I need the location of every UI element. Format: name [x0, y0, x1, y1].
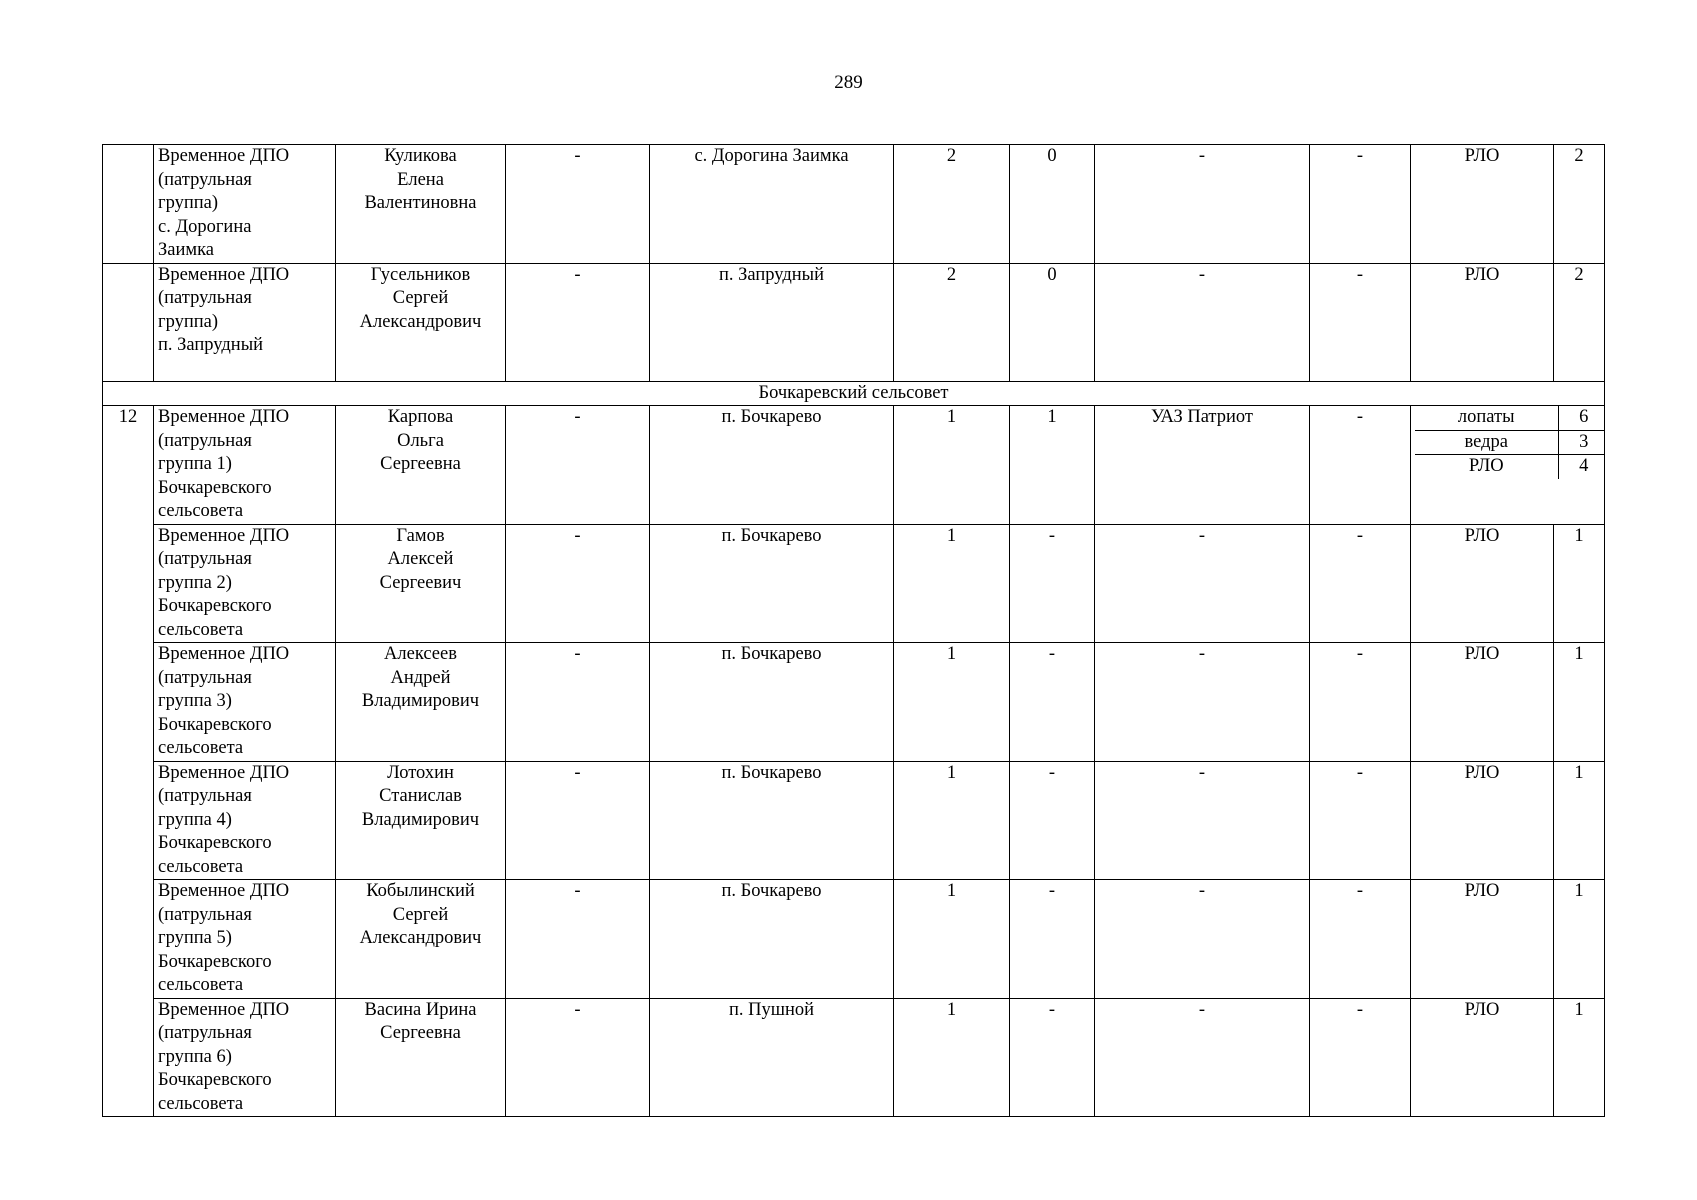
equipment-qty-cell: 1	[1554, 880, 1605, 999]
unit-name-cell-line: группа 4)	[158, 809, 232, 830]
equipment-qty-cell: 1	[1554, 643, 1605, 762]
unit-name-cell-line: группа 2)	[158, 572, 232, 593]
unit-name-cell-line: Временное ДПО	[158, 407, 290, 427]
equipment-qty-cell: 1	[1554, 761, 1605, 880]
head-name-cell-line: Андрей	[390, 667, 451, 688]
section-title: Бочкаревский сельсовет	[103, 381, 1605, 406]
unit-name-cell-line: сельсовета	[158, 738, 244, 758]
table-row	[103, 880, 1605, 999]
vehicle-model-cell: -	[1095, 145, 1310, 264]
other-cell: -	[1310, 406, 1411, 525]
unit-name-cell-line: группа)	[158, 193, 219, 213]
people-count-cell: 2	[894, 263, 1010, 381]
equipment-name-cell: РЛО	[1411, 998, 1554, 1117]
equipment-name-cell: РЛО	[1411, 524, 1554, 643]
unit-name-cell-line: с. Дорогина	[158, 216, 252, 237]
equipment-subtable	[1415, 406, 1605, 479]
equipment-name: РЛО	[1415, 455, 1558, 479]
head-name-cell	[336, 761, 506, 880]
equipment-name-cell: РЛО	[1411, 145, 1554, 264]
vehicle-count-cell: -	[1010, 880, 1095, 999]
unit-name-cell-line: Бочкаревского	[158, 1070, 272, 1090]
people-count-cell: 1	[894, 643, 1010, 762]
table-row	[103, 998, 1605, 1117]
head-name-cell-line: Кобылинский	[366, 881, 475, 901]
unit-name-cell	[154, 643, 336, 762]
unit-name-cell	[154, 263, 336, 381]
unit-name-cell-line: Бочкаревского	[158, 477, 272, 498]
unit-name-cell-line: сельсовета	[158, 856, 244, 877]
row-number-cell	[103, 263, 154, 381]
head-name-cell-line: Ольга	[397, 430, 444, 451]
head-name-cell	[336, 998, 506, 1117]
table-row	[103, 406, 1605, 525]
vehicle-count-cell: 0	[1010, 263, 1095, 381]
equipment-row	[1415, 430, 1605, 455]
table-row	[103, 643, 1605, 762]
unit-name-cell-line: п. Запрудный	[158, 335, 264, 355]
location-cell: п. Бочкарево	[650, 524, 894, 643]
phone-cell: -	[506, 524, 650, 643]
phone-cell: -	[506, 406, 650, 525]
equipment-qty-cell: 2	[1554, 263, 1605, 381]
head-name-cell	[336, 145, 506, 264]
equipment-name-cell: РЛО	[1411, 263, 1554, 381]
phone-cell: -	[506, 263, 650, 381]
head-name-cell-line: Владимирович	[361, 691, 480, 711]
row-number-cell: 12	[103, 406, 154, 1117]
page-number: 289	[834, 72, 863, 93]
unit-name-cell	[154, 880, 336, 999]
other-cell: -	[1310, 761, 1411, 880]
unit-name-cell-line: (патрульная	[158, 549, 252, 569]
unit-name-cell-line: группа 1)	[158, 454, 232, 474]
unit-name-cell-line: (патрульная	[158, 1023, 252, 1043]
unit-name-cell-line: группа 3)	[158, 691, 232, 711]
head-name-cell-line: Сергеевич	[379, 572, 462, 593]
unit-name-cell-line: сельсовета	[158, 619, 244, 640]
head-name-cell-line: Александрович	[359, 928, 482, 948]
head-name-cell-line: Сергей	[392, 904, 449, 925]
phone-cell: -	[506, 145, 650, 264]
phone-cell: -	[506, 880, 650, 999]
section-header-row	[103, 381, 1605, 406]
head-name-cell	[336, 263, 506, 381]
location-cell: п. Бочкарево	[650, 880, 894, 999]
head-name-cell-line: Алексей	[387, 549, 454, 569]
vehicle-model-cell: -	[1095, 263, 1310, 381]
unit-name-cell-line: Временное ДПО	[158, 146, 290, 166]
vehicle-model-cell: -	[1095, 998, 1310, 1117]
unit-name-cell-line: Бочкаревского	[158, 714, 272, 735]
table-row	[103, 263, 1605, 381]
unit-name-cell-line: группа 5)	[158, 928, 232, 948]
head-name-cell-line: Васина Ирина	[364, 999, 477, 1020]
head-name-cell-line: Гамов	[396, 525, 445, 546]
people-count-cell: 1	[894, 880, 1010, 999]
unit-name-cell-line: сельсовета	[158, 975, 244, 995]
location-cell: п. Запрудный	[650, 263, 894, 381]
unit-name-cell-line: (патрульная	[158, 288, 252, 308]
other-cell: -	[1310, 263, 1411, 381]
location-cell: с. Дорогина Заимка	[650, 145, 894, 264]
location-cell: п. Бочкарево	[650, 761, 894, 880]
location-cell: п. Пушной	[650, 998, 894, 1117]
unit-name-cell-line: (патрульная	[158, 169, 252, 190]
head-name-cell	[336, 524, 506, 643]
head-name-cell-line: Валентиновна	[364, 193, 477, 213]
phone-cell: -	[506, 643, 650, 762]
head-name-cell-line: Куликова	[384, 146, 457, 166]
equipment-qty-cell: 1	[1554, 524, 1605, 643]
head-name-cell-line: Владимирович	[361, 809, 480, 830]
equipment-name: лопаты	[1457, 407, 1515, 427]
table-row	[103, 524, 1605, 643]
people-count-cell: 1	[894, 524, 1010, 643]
head-name-cell-line: Сергеевна	[380, 1023, 461, 1043]
head-name-cell-line: Сергей	[392, 288, 449, 308]
unit-name-cell-line: Временное ДПО	[158, 881, 290, 901]
unit-name-cell-line: (патрульная	[158, 786, 252, 806]
unit-name-cell-line: Бочкаревского	[158, 951, 272, 972]
vehicle-model-cell: -	[1095, 643, 1310, 762]
equipment-cell	[1411, 406, 1605, 525]
unit-name-cell-line: (патрульная	[158, 430, 252, 451]
vehicle-count-cell: -	[1010, 998, 1095, 1117]
head-name-cell-line: Александрович	[359, 311, 482, 332]
head-name-cell	[336, 406, 506, 525]
equipment-qty: 6	[1558, 406, 1605, 430]
head-name-cell-line: Сергеевна	[380, 454, 461, 474]
vehicle-model-cell: -	[1095, 880, 1310, 999]
equipment-qty: 4	[1558, 455, 1605, 479]
table-row	[103, 145, 1605, 264]
head-name-cell-line: Гусельников	[370, 264, 471, 285]
unit-name-cell	[154, 524, 336, 643]
vehicle-count-cell: -	[1010, 524, 1095, 643]
unit-name-cell-line: Временное ДПО	[158, 999, 290, 1020]
equipment-name-cell: РЛО	[1411, 880, 1554, 999]
equipment-qty: 3	[1558, 430, 1605, 455]
phone-cell: -	[506, 761, 650, 880]
other-cell: -	[1310, 998, 1411, 1117]
other-cell: -	[1310, 880, 1411, 999]
head-name-cell-line: Карпова	[387, 407, 454, 427]
vehicle-count-cell: 1	[1010, 406, 1095, 525]
unit-name-cell-line: Временное ДПО	[158, 525, 290, 546]
unit-name-cell-line: Временное ДПО	[158, 644, 290, 664]
head-name-cell	[336, 880, 506, 999]
row-number-cell	[103, 145, 154, 264]
unit-name-cell	[154, 761, 336, 880]
people-count-cell: 1	[894, 406, 1010, 525]
head-name-cell-line: Елена	[397, 169, 444, 190]
people-count-cell: 1	[894, 998, 1010, 1117]
equipment-row	[1415, 406, 1605, 430]
unit-name-cell-line: (патрульная	[158, 667, 252, 688]
vehicle-count-cell: -	[1010, 761, 1095, 880]
unit-name-cell-line: группа 6)	[158, 1046, 232, 1067]
vehicle-model-cell: -	[1095, 524, 1310, 643]
other-cell: -	[1310, 524, 1411, 643]
unit-name-cell-line: Временное ДПО	[158, 762, 290, 783]
unit-name-cell-line: сельсовета	[158, 1093, 244, 1114]
head-name-cell-line: Алексеев	[384, 644, 457, 664]
unit-name-cell-line: Бочкаревского	[158, 833, 272, 853]
head-name-cell-line: Станислав	[379, 786, 462, 806]
people-count-cell: 2	[894, 145, 1010, 264]
unit-name-cell-line: Заимка	[158, 240, 215, 260]
units-table	[102, 144, 1605, 1117]
location-cell: п. Бочкарево	[650, 643, 894, 762]
location-cell: п. Бочкарево	[650, 406, 894, 525]
other-cell: -	[1310, 145, 1411, 264]
phone-cell: -	[506, 998, 650, 1117]
equipment-qty-cell: 2	[1554, 145, 1605, 264]
unit-name-cell-line: группа)	[158, 311, 219, 332]
unit-name-cell-line: сельсовета	[158, 501, 244, 521]
vehicle-model-cell: УАЗ Патриот	[1095, 406, 1310, 525]
equipment-qty-cell: 1	[1554, 998, 1605, 1117]
unit-name-cell	[154, 998, 336, 1117]
vehicle-count-cell: -	[1010, 643, 1095, 762]
unit-name-cell	[154, 145, 336, 264]
equipment-row	[1415, 455, 1605, 479]
people-count-cell: 1	[894, 761, 1010, 880]
head-name-cell-line: Лотохин	[387, 762, 454, 783]
equipment-name-cell: РЛО	[1411, 643, 1554, 762]
vehicle-model-cell: -	[1095, 761, 1310, 880]
unit-name-cell	[154, 406, 336, 525]
table-row	[103, 761, 1605, 880]
unit-name-cell-line: Бочкаревского	[158, 596, 272, 616]
other-cell: -	[1310, 643, 1411, 762]
vehicle-count-cell: 0	[1010, 145, 1095, 264]
head-name-cell	[336, 643, 506, 762]
equipment-name: ведра	[1415, 430, 1558, 455]
equipment-name-cell: РЛО	[1411, 761, 1554, 880]
unit-name-cell-line: (патрульная	[158, 904, 252, 925]
unit-name-cell-line: Временное ДПО	[158, 264, 290, 285]
